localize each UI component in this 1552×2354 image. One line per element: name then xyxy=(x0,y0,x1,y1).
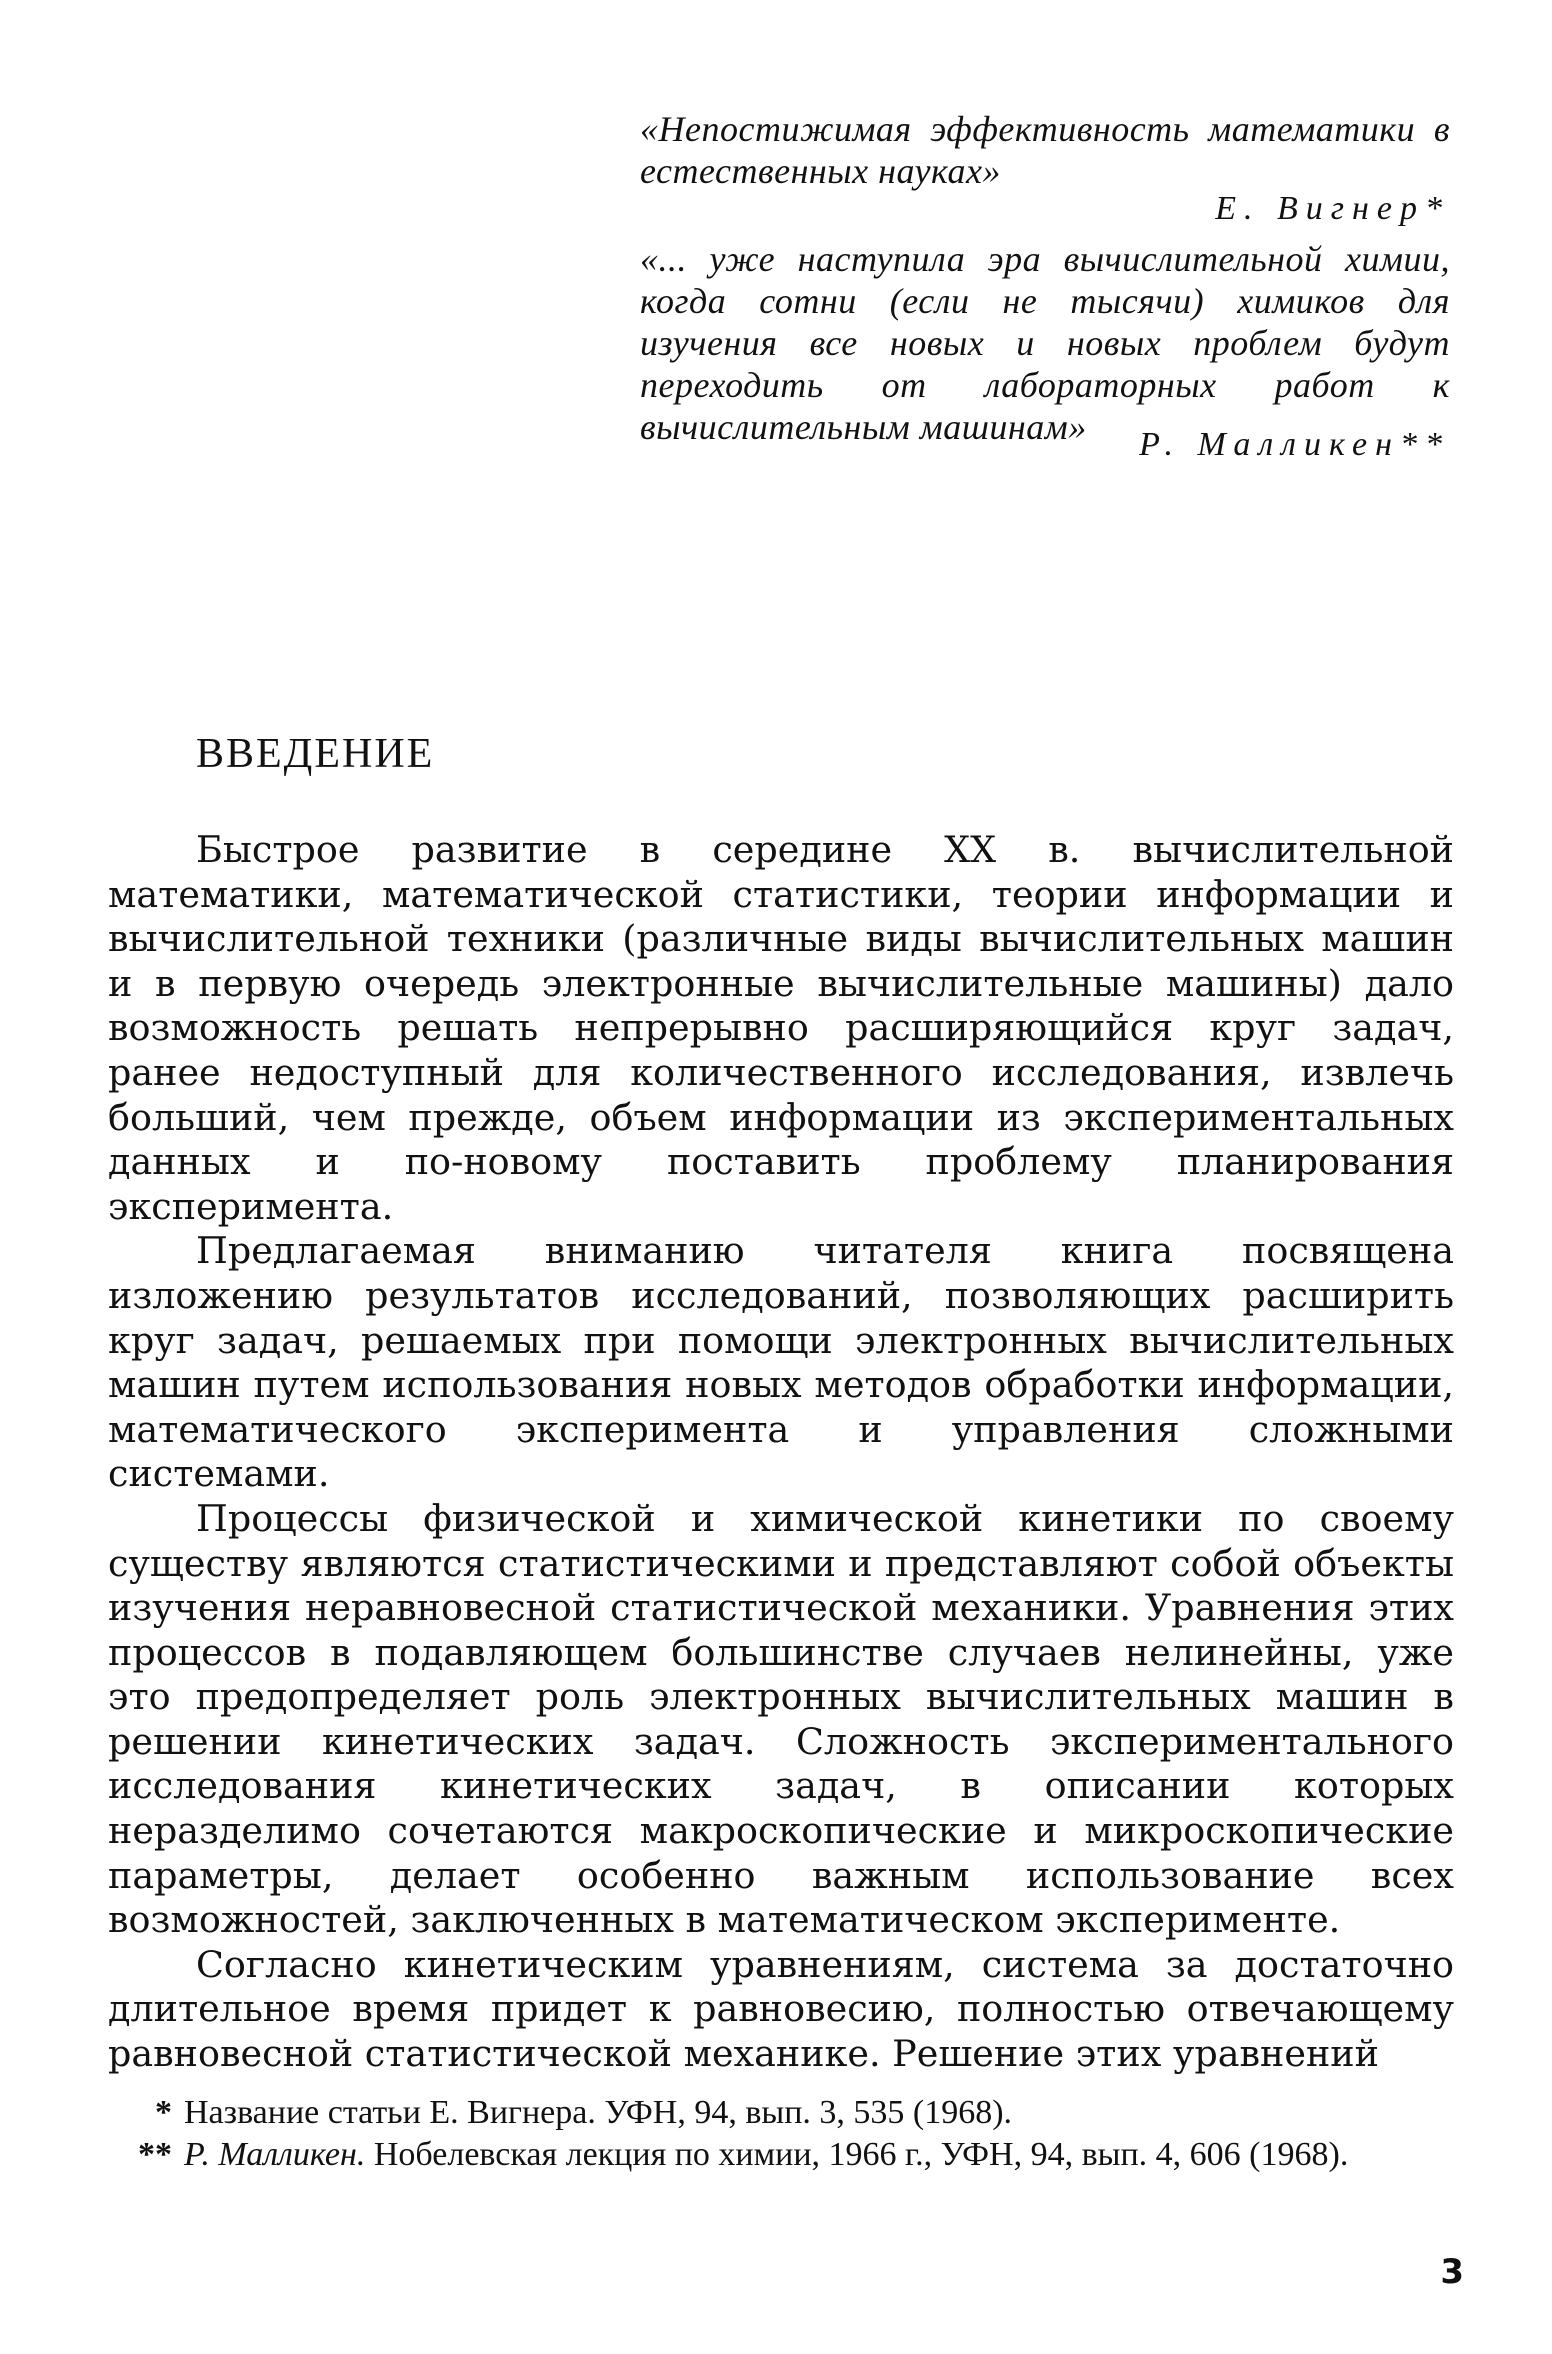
footnote-body: Нобелевская лекция по химии, 1966 г., УФН, 94, вып. 4, 606 (1968). xyxy=(373,2136,1349,2173)
epigraph-author-2: Р. Малликен** xyxy=(1139,426,1450,463)
footnote-mark: * xyxy=(155,2094,172,2131)
chapter-heading: ВВЕДЕНИЕ xyxy=(196,731,435,777)
footnote-1 xyxy=(108,2092,1454,2134)
footnote-2 xyxy=(108,2134,1454,2176)
epigraph-quote-2: «... уже наступила эра вычислительной химии, когда сотни (если не тысячи) химиков для изучения все новых и новых проблем будут переходить от лабораторных работ к вычислительным машинам» xyxy=(640,239,1450,447)
footnotes xyxy=(108,2092,1454,2176)
paragraph-2: Предлагаемая вниманию читателя книга посвящена изложению результатов исследований, позволяющих расширить круг задач, решаемых при помощи электронных вычислительных машин путем использования новых методов обработки информации, математического эксперимента и управления сложными системами. xyxy=(108,1229,1454,1496)
body-text xyxy=(108,828,1454,2077)
footnote-mark: ** xyxy=(138,2136,172,2173)
paragraph-4: Согласно кинетическим уравнениям, система за достаточно длительное время придет к равновесию, полностью отвечающему равновесной статистической механике. Решение этих уравнений xyxy=(108,1942,1454,2076)
footnote-text xyxy=(184,2134,1454,2176)
page-number: 3 xyxy=(1440,2252,1464,2292)
paragraph-3: Процессы физической и химической кинетики по своему существу являются статистическими и представляют собой объекты изучения неравновесной статистической механики. Уравнения этих процессов в подавляющем большинстве случаев нелинейны, уже это предопределяет роль электронных вычислительных машин в решении кинетических задач. Сложность экспериментального исследования кинетических задач, в описании которых неразделимо сочетаются макроскопические и микроскопические параметры, делает особенно важным использование всех возможностей, заключенных в математическом эксперименте. xyxy=(108,1496,1454,1942)
footnote-author: Р. Малликен. xyxy=(184,2136,366,2173)
paragraph-1: Быстрое развитие в середине XX в. вычислительной математики, математической статистики, теории информации и вычислительной техники (различные виды вычислительных машин и в первую очередь электронные вычислительные машины) дало возможность решать непрерывно расширяющийся круг задач, ранее недоступный для количественного исследования, извлечь больший, чем прежде, объем информации из экспериментальных данных и по-новому поставить проблему планирования эксперимента. xyxy=(108,828,1454,1228)
footnote-text: Название статьи Е. Вигнера. УФН, 94, вып. 3, 535 (1968). xyxy=(184,2094,1013,2131)
epigraph-quote-1: «Непостижимая эффективность математики в естественных науках» xyxy=(640,109,1450,191)
epigraph-author-1: Е. Вигнер* xyxy=(1215,190,1450,227)
